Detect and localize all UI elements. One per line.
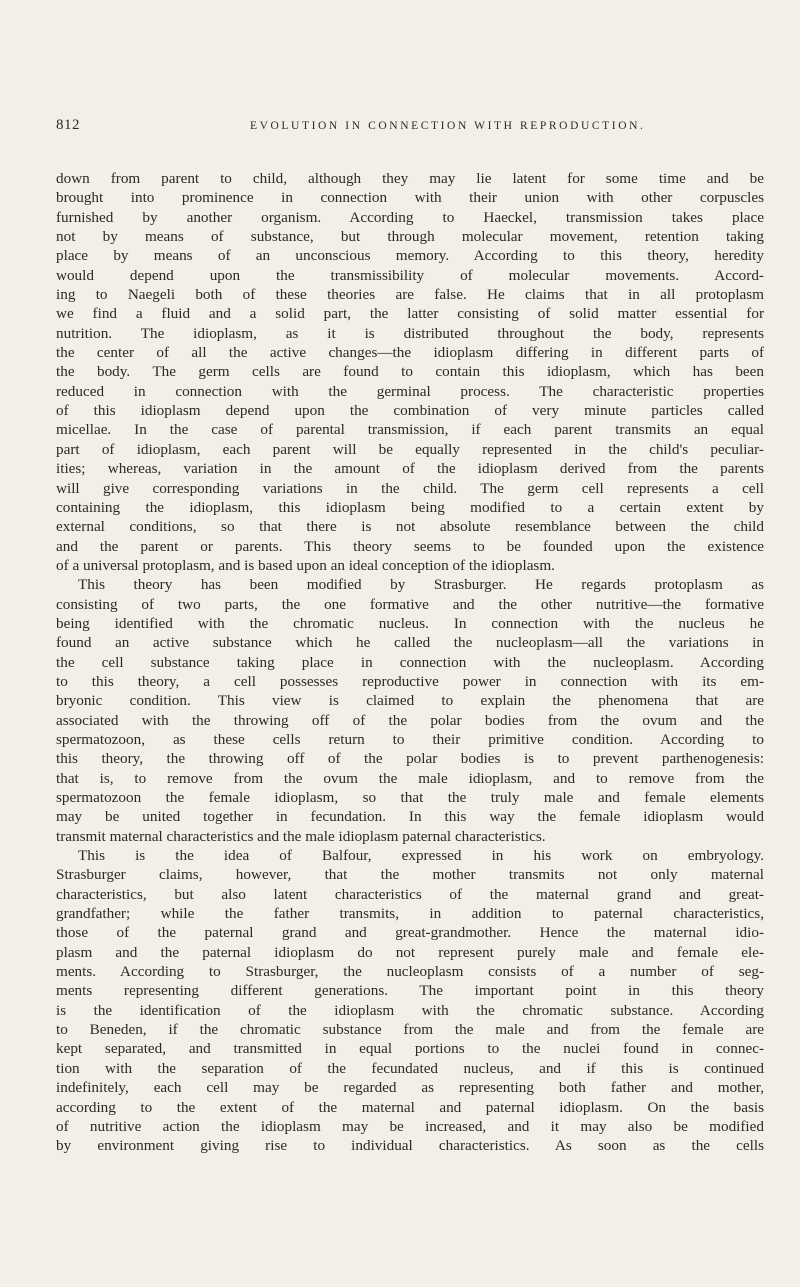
- text-line: this theory, the throwing off of the polar bodies is to prevent parthenogenesis:: [56, 750, 764, 768]
- body-text: [56, 169, 764, 1156]
- text-line: and the parent or parents. This theory seems to be founded upon the existence: [56, 537, 764, 555]
- text-line: will give corresponding variations in the child. The germ cell represents a cell: [56, 479, 764, 497]
- text-line: nutrition. The idioplasm, as it is distributed throughout the body, represents: [56, 324, 764, 342]
- text-line: kept separated, and transmitted in equal portions to the nuclei found in connec-: [56, 1040, 764, 1058]
- page-number: 812: [56, 117, 80, 133]
- text-line: Strasburger claims, however, that the mother transmits not only maternal: [56, 866, 764, 884]
- text-line: the center of all the active changes—the idioplasm differing in different parts of: [56, 344, 764, 362]
- text-line: indefinitely, each cell may be regarded as representing both father and mother,: [56, 1079, 764, 1097]
- text-line: being identified with the chromatic nucleus. In connection with the nucleus he: [56, 614, 764, 632]
- text-line: would depend upon the transmissibility of molecular movements. Accord-: [56, 266, 764, 284]
- text-line: ing to Naegeli both of these theories are false. He claims that in all protoplasm: [56, 286, 764, 304]
- text-line: tion with the separation of the fecundated nucleus, and if this is continued: [56, 1059, 764, 1077]
- text-line: micellae. In the case of parental transmission, if each parent transmits an equal: [56, 421, 764, 439]
- text-line: the cell substance taking place in connection with the nucleoplasm. According: [56, 653, 764, 671]
- text-line: spermatozoon, as these cells return to their primitive condition. According to: [56, 730, 764, 748]
- text-line: to Beneden, if the chromatic substance from the male and from the female are: [56, 1021, 764, 1039]
- text-line: plasm and the paternal idioplasm do not represent purely male and female ele-: [56, 943, 764, 961]
- text-line: according to the extent of the maternal and paternal idioplasm. On the basis: [56, 1098, 764, 1116]
- text-line: containing the idioplasm, this idioplasm being modified to a certain extent by: [56, 498, 764, 516]
- text-line: bryonic condition. This view is claimed to explain the phenomena that are: [56, 692, 764, 710]
- text-line: This theory has been modified by Strasburger. He regards protoplasm as: [78, 576, 764, 594]
- text-line: is the identification of the idioplasm with the chromatic substance. According: [56, 1001, 764, 1019]
- text-line: may be united together in fecundation. In this way the female idioplasm would: [56, 808, 764, 826]
- text-line: of a universal protoplasm, and is based upon an ideal conception of the idioplasm.: [56, 556, 555, 574]
- text-line: brought into prominence in connection with their union with other corpuscles: [56, 189, 764, 207]
- text-line: by environment giving rise to individual characteristics. As soon as the cells: [56, 1137, 764, 1155]
- text-line: grandfather; while the father transmits, in addition to paternal characteristics,: [56, 905, 764, 923]
- text-line: of nutritive action the idioplasm may be increased, and it may also be modified: [56, 1117, 764, 1135]
- text-line: furnished by another organism. According to Haeckel, transmission takes place: [56, 208, 764, 226]
- text-line: transmit maternal characteristics and the male idioplasm paternal characteristics.: [56, 827, 546, 845]
- text-line: those of the paternal grand and great-grandmother. Hence the maternal idio-: [56, 924, 764, 942]
- text-line: we find a fluid and a solid part, the latter consisting of solid matter essential for: [56, 305, 764, 323]
- running-title: EVOLUTION IN CONNECTION WITH REPRODUCTION.: [250, 120, 646, 132]
- text-line: down from parent to child, although they may lie latent for some time and be: [56, 170, 764, 187]
- text-line: ments representing different generations. The important point in this theory: [56, 982, 764, 1000]
- text-line: This is the idea of Balfour, expressed in his work on embryology.: [78, 847, 764, 865]
- text-line: not by means of substance, but through molecular movement, retention taking: [56, 228, 764, 246]
- text-line: consisting of two parts, the one formative and the other nutritive—the formative: [56, 595, 764, 613]
- running-head: [0, 117, 800, 139]
- text-line: ities; whereas, variation in the amount of the idioplasm derived from the parents: [56, 460, 764, 478]
- text-line: the body. The germ cells are found to contain this idioplasm, which has been: [56, 363, 764, 381]
- text-line: found an active substance which he called the nucleoplasm—all the variations in: [56, 634, 764, 652]
- text-line: that is, to remove from the ovum the male idioplasm, and to remove from the: [56, 769, 764, 787]
- text-line: of this idioplasm depend upon the combination of very minute particles called: [56, 402, 764, 420]
- text-line: part of idioplasm, each parent will be equally represented in the child's peculiar-: [56, 440, 764, 458]
- text-line: to this theory, a cell possesses reproductive power in connection with its em-: [56, 672, 764, 690]
- text-line: external conditions, so that there is not absolute resemblance between the child: [56, 518, 764, 536]
- text-line: ments. According to Strasburger, the nucleoplasm consists of a number of seg-: [56, 963, 764, 981]
- text-line: associated with the throwing off of the polar bodies from the ovum and the: [56, 711, 764, 729]
- text-line: spermatozoon the female idioplasm, so that the truly male and female elements: [56, 789, 764, 806]
- text-line: reduced in connection with the germinal process. The characteristic properties: [56, 382, 764, 400]
- text-line: place by means of an unconscious memory. According to this theory, heredity: [56, 247, 764, 265]
- text-line: characteristics, but also latent characteristics of the maternal grand and great-: [56, 885, 764, 903]
